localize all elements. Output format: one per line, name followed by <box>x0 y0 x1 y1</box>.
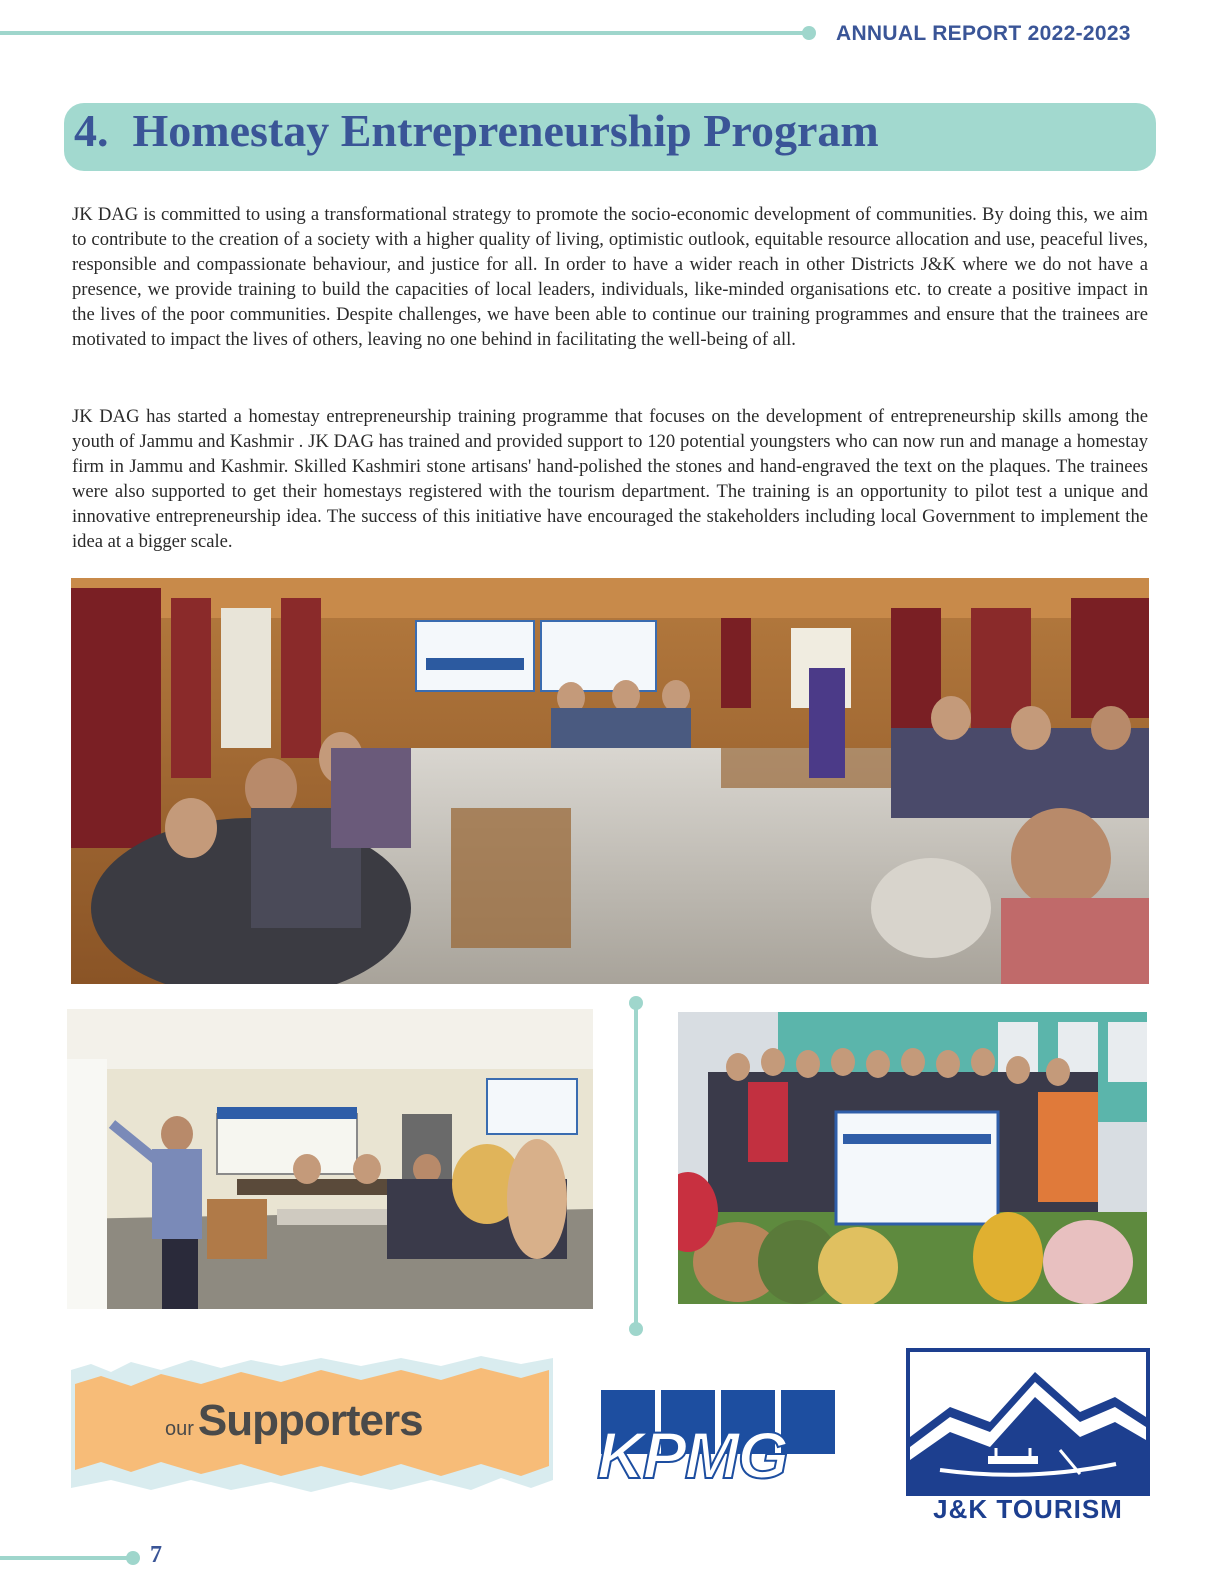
divider-dot-top <box>629 996 643 1010</box>
supporters-heading <box>165 1396 423 1446</box>
section-heading <box>74 104 879 157</box>
divider-dot-bottom <box>629 1322 643 1336</box>
kpmg-logo-block <box>781 1390 835 1454</box>
footer-rule <box>0 1556 130 1560</box>
supporters-banner <box>71 1348 553 1500</box>
supporters-our: our <box>165 1418 194 1440</box>
photo-meeting-hall <box>71 578 1149 984</box>
photo-divider <box>634 1003 638 1329</box>
page-number: 7 <box>150 1542 162 1568</box>
footer-rule-dot <box>126 1551 140 1565</box>
header-rule <box>0 31 808 35</box>
kpmg-logo <box>597 1390 844 1490</box>
report-title: ANNUAL REPORT 2022-2023 <box>836 22 1131 45</box>
jk-tourism-logo-frame <box>906 1348 1150 1496</box>
photo-group-certificate <box>678 1012 1147 1304</box>
supporters-label: Supporters <box>197 1396 423 1445</box>
kpmg-logo-text: KPMG <box>597 1418 787 1492</box>
section-title: Homestay Entrepreneurship Program <box>132 105 879 156</box>
photo-classroom-training <box>67 1009 593 1309</box>
paragraph-intro: JK DAG is committed to using a transformational strategy to promote the socio-economic development of communities. By doing this, we aim to contribute to the creation of a society with a higher quality of living, optimistic outlook, equitable resource allocation and use, peaceful lives, responsible and compassionate behaviour, and justice for all. In order to have a wider reach in other Districts J&K where we do not have a presence, we provide training to build the capacities of local leaders, individuals, like-minded organisations etc. to create a positive impact in the lives of the poor communities. Despite challenges, we have been able to continue our training programmes and ensure that the trainees are motivated to impact the lives of others, leaving no one behind in facilitating the well-being of all. <box>72 204 1148 350</box>
jk-tourism-logo <box>906 1348 1148 1524</box>
jk-tourism-logo-text: J&K TOURISM <box>933 1494 1123 1524</box>
section-number: 4. <box>74 105 109 156</box>
paragraph-homestay: JK DAG has started a homestay entrepreneurship training programme that focuses on the development of entrepreneurship skills among the youth of Jammu and Kashmir . JK DAG has trained and provided support to 120 potential youngsters who can now run and manage a homestay firm in Jammu and Kashmir. Skilled Kashmiri stone artisans' hand-polished the stones and hand-engraved the text on the plaques. The trainees were also supported to get their homestays registered with the tourism department. The training is an opportunity to pilot test a unique and innovative entrepreneurship idea. The success of this initiative have encouraged the stakeholders including local Government to implement the idea at a bigger scale. <box>72 406 1148 552</box>
header-rule-dot <box>802 26 816 40</box>
